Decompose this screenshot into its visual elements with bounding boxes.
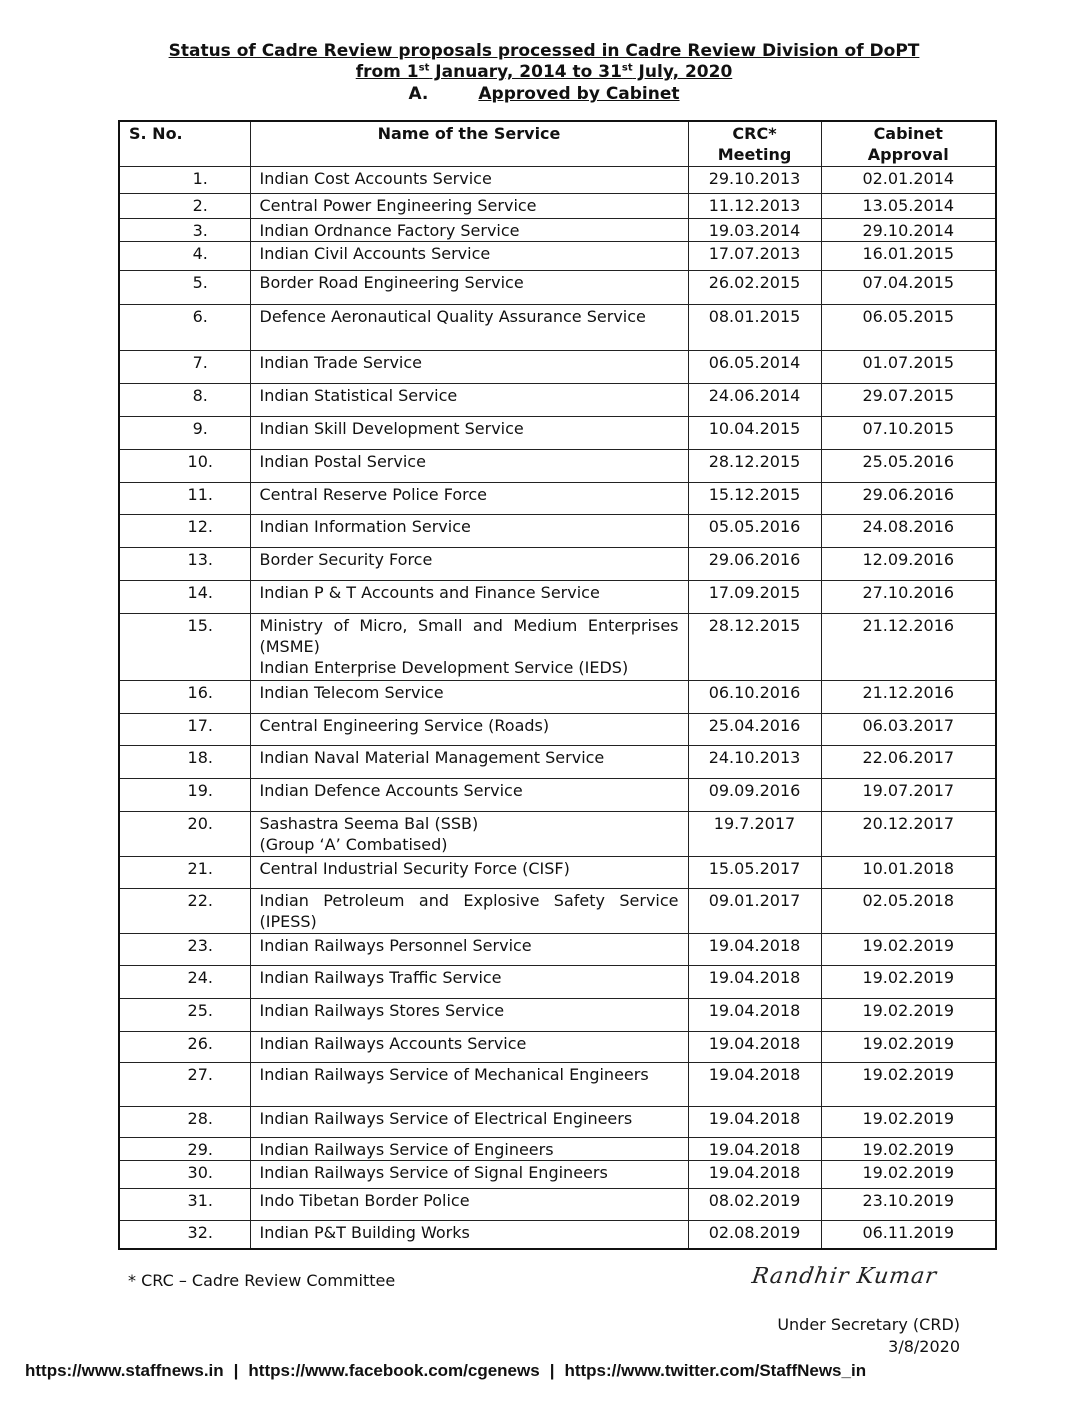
table-row [119,219,996,242]
cell-sno: 8. [119,384,250,417]
cell-cabinet-approval: 19.02.2019 [821,1107,996,1138]
cell-crc-meeting: 10.04.2015 [688,417,821,450]
cell-crc-meeting: 06.05.2014 [688,351,821,384]
service-name: Defence Aeronautical Quality Assurance Service [259,307,646,326]
service-name: Indian Railways Traffic Service [259,968,502,987]
table-row [119,1189,996,1221]
table-row [119,614,996,681]
cell-sno: 18. [119,746,250,779]
cell-cabinet-approval: 10.01.2018 [821,857,996,889]
service-name: Indian Railways Personnel Service [259,936,532,955]
table-row [119,515,996,548]
cell-sno: 11. [119,483,250,515]
service-name: Indian Statistical Service [259,386,458,405]
cell-sno: 1. [119,167,250,194]
table-row [119,1107,996,1138]
cell-cabinet-approval: 07.04.2015 [821,271,996,305]
cell-cabinet-approval: 29.10.2014 [821,219,996,242]
table-row [119,194,996,219]
cell-service-name [250,1161,688,1189]
service-name: Indian Petroleum and Explosive Safety Service (IPESS) [259,891,679,931]
cell-service-name [250,194,688,219]
cell-sno: 32. [119,1221,250,1250]
cell-service-name [250,581,688,614]
table-row [119,999,996,1032]
cell-crc-meeting: 17.07.2013 [688,242,821,271]
table-row [119,384,996,417]
cell-crc-meeting: 19.03.2014 [688,219,821,242]
cell-sno: 19. [119,779,250,812]
table-row [119,857,996,889]
cell-crc-meeting: 28.12.2015 [688,450,821,483]
service-name: Indian P & T Accounts and Finance Service [259,583,600,602]
cell-cabinet-approval: 01.07.2015 [821,351,996,384]
document-period: from 1st January, 2014 to 31st July, 2020 [355,62,733,82]
service-name: Central Power Engineering Service [259,196,537,215]
cell-cabinet-approval: 19.07.2017 [821,779,996,812]
table-row [119,548,996,581]
cell-sno: 3. [119,219,250,242]
service-name: Indian Railways Service of Engineers [259,1140,554,1159]
cell-crc-meeting: 25.04.2016 [688,714,821,746]
service-name: Indian Railways Service of Mechanical Engineers [259,1065,649,1084]
cell-crc-meeting: 09.09.2016 [688,779,821,812]
cell-service-name [250,714,688,746]
cell-sno: 14. [119,581,250,614]
cell-sno: 6. [119,305,250,351]
service-name: Central Reserve Police Force [259,485,488,504]
table-row [119,681,996,714]
table-row [119,351,996,384]
header-cabinet-approval: Cabinet Approval [821,121,996,167]
cell-sno: 17. [119,714,250,746]
cell-sno: 12. [119,515,250,548]
service-name: Indian Skill Development Service [259,419,524,438]
cadre-review-table [118,120,997,1250]
cell-sno: 29. [119,1138,250,1161]
cell-crc-meeting: 19.04.2018 [688,1063,821,1107]
service-name: Indian Telecom Service [259,683,444,702]
cell-service-name [250,1107,688,1138]
cell-cabinet-approval: 06.05.2015 [821,305,996,351]
table-row [119,271,996,305]
cell-crc-meeting: 08.02.2019 [688,1189,821,1221]
table-row [119,417,996,450]
cell-service-name [250,219,688,242]
cell-service-name [250,167,688,194]
service-name: Indian P&T Building Works [259,1223,470,1242]
service-name: Indian Cost Accounts Service [259,169,492,188]
cell-cabinet-approval: 02.01.2014 [821,167,996,194]
table-row [119,450,996,483]
table-header-row [119,121,996,167]
cell-service-name [250,966,688,999]
table-row [119,1063,996,1107]
cell-service-name [250,1221,688,1250]
separator: | [549,1361,555,1380]
signatory-block [777,1314,960,1358]
cell-crc-meeting: 11.12.2013 [688,194,821,219]
cell-cabinet-approval: 19.02.2019 [821,966,996,999]
cell-crc-meeting: 06.10.2016 [688,681,821,714]
cell-crc-meeting: 19.04.2018 [688,1138,821,1161]
table-row [119,934,996,966]
cell-sno: 10. [119,450,250,483]
service-name: Ministry of Micro, Small and Medium Enterprises (MSME) [259,616,679,656]
table-row [119,483,996,515]
cell-crc-meeting: 19.04.2018 [688,1032,821,1063]
table-row [119,966,996,999]
cell-service-name [250,450,688,483]
cell-sno: 15. [119,614,250,681]
cell-crc-meeting: 19.04.2018 [688,934,821,966]
separator: | [233,1361,239,1380]
cell-service-name [250,242,688,271]
table-row [119,581,996,614]
cell-crc-meeting: 05.05.2016 [688,515,821,548]
cell-cabinet-approval: 12.09.2016 [821,548,996,581]
cell-service-name [250,857,688,889]
cell-sno: 26. [119,1032,250,1063]
cell-crc-meeting: 09.01.2017 [688,889,821,934]
header-crc-meeting: CRC* Meeting [688,121,821,167]
cell-cabinet-approval: 06.03.2017 [821,714,996,746]
footer-links [25,1361,866,1381]
service-name: Sashastra Seema Bal (SSB) [259,814,479,833]
cell-cabinet-approval: 29.07.2015 [821,384,996,417]
cell-service-name [250,934,688,966]
cell-cabinet-approval: 16.01.2015 [821,242,996,271]
table-row [119,305,996,351]
service-name: Indian Defence Accounts Service [259,781,523,800]
cell-cabinet-approval: 22.06.2017 [821,746,996,779]
service-name: Indian Information Service [259,517,471,536]
table-row [119,779,996,812]
cell-cabinet-approval: 23.10.2019 [821,1189,996,1221]
cell-crc-meeting: 28.12.2015 [688,614,821,681]
service-name: Indian Railways Service of Signal Engineers [259,1163,608,1182]
cell-service-name [250,351,688,384]
signature-date: 3/8/2020 [888,1337,960,1356]
cell-sno: 27. [119,1063,250,1107]
service-name: Indian Railways Service of Electrical Engineers [259,1109,633,1128]
cell-crc-meeting: 08.01.2015 [688,305,821,351]
cell-service-name [250,1138,688,1161]
cell-cabinet-approval: 19.02.2019 [821,1161,996,1189]
service-name-line2: (Group ‘A’ Combatised) [259,835,448,854]
cell-sno: 25. [119,999,250,1032]
service-name: Central Industrial Security Force (CISF) [259,859,570,878]
cell-cabinet-approval: 06.11.2019 [821,1221,996,1250]
table-row [119,1032,996,1063]
cell-sno: 16. [119,681,250,714]
cell-cabinet-approval: 13.05.2014 [821,194,996,219]
table-row [119,714,996,746]
table-row [119,746,996,779]
cell-cabinet-approval: 29.06.2016 [821,483,996,515]
cell-service-name [250,746,688,779]
cell-sno: 20. [119,812,250,857]
cell-crc-meeting: 02.08.2019 [688,1221,821,1250]
cell-service-name [250,384,688,417]
cell-service-name [250,812,688,857]
table-row [119,167,996,194]
cell-service-name [250,515,688,548]
cell-service-name [250,681,688,714]
section-heading: A. Approved by Cabinet [408,84,680,104]
table-row [119,889,996,934]
service-name: Border Security Force [259,550,433,569]
cell-crc-meeting: 24.06.2014 [688,384,821,417]
cell-service-name [250,305,688,351]
cell-cabinet-approval: 24.08.2016 [821,515,996,548]
cell-cabinet-approval: 02.05.2018 [821,889,996,934]
cell-crc-meeting: 19.04.2018 [688,966,821,999]
service-name: Indo Tibetan Border Police [259,1191,470,1210]
cell-crc-meeting: 19.04.2018 [688,999,821,1032]
link-staffnews[interactable]: https://www.staffnews.in [25,1361,224,1380]
cell-service-name [250,999,688,1032]
cell-cabinet-approval: 19.02.2019 [821,1063,996,1107]
cell-service-name [250,1063,688,1107]
service-name: Border Road Engineering Service [259,273,524,292]
cell-cabinet-approval: 27.10.2016 [821,581,996,614]
cell-crc-meeting: 15.05.2017 [688,857,821,889]
cell-sno: 23. [119,934,250,966]
table-row [119,1221,996,1250]
cell-cabinet-approval: 19.02.2019 [821,1138,996,1161]
cell-service-name [250,548,688,581]
cell-cabinet-approval: 21.12.2016 [821,614,996,681]
cell-sno: 9. [119,417,250,450]
cell-sno: 28. [119,1107,250,1138]
cell-cabinet-approval: 20.12.2017 [821,812,996,857]
cell-cabinet-approval: 19.02.2019 [821,934,996,966]
cell-service-name [250,889,688,934]
cell-crc-meeting: 19.04.2018 [688,1107,821,1138]
cell-crc-meeting: 19.7.2017 [688,812,821,857]
cell-sno: 13. [119,548,250,581]
cell-sno: 7. [119,351,250,384]
cell-sno: 2. [119,194,250,219]
signature: Randhir Kumar [750,1264,939,1289]
service-name: Indian Railways Stores Service [259,1001,505,1020]
cell-sno: 5. [119,271,250,305]
cell-service-name [250,417,688,450]
header-sno: S. No. [119,121,250,167]
document-title: Status of Cadre Review proposals processed in Cadre Review Division of DoPT [168,41,920,61]
cell-sno: 30. [119,1161,250,1189]
cell-service-name [250,614,688,681]
cell-cabinet-approval: 19.02.2019 [821,1032,996,1063]
designation: Under Secretary (CRD) [777,1315,960,1334]
service-name-line2: Indian Enterprise Development Service (IEDS) [259,658,629,677]
cell-sno: 24. [119,966,250,999]
link-facebook[interactable]: https://www.facebook.com/cgenews [248,1361,540,1380]
cell-service-name [250,779,688,812]
cell-crc-meeting: 17.09.2015 [688,581,821,614]
table-row [119,1161,996,1189]
cell-service-name [250,1189,688,1221]
cell-crc-meeting: 15.12.2015 [688,483,821,515]
footnote: * CRC – Cadre Review Committee [128,1271,396,1290]
cell-sno: 4. [119,242,250,271]
cell-crc-meeting: 29.10.2013 [688,167,821,194]
cell-cabinet-approval: 25.05.2016 [821,450,996,483]
service-name: Indian Ordnance Factory Service [259,221,520,240]
cell-sno: 22. [119,889,250,934]
cell-crc-meeting: 24.10.2013 [688,746,821,779]
cell-cabinet-approval: 19.02.2019 [821,999,996,1032]
header-service-name: Name of the Service [250,121,688,167]
table-row [119,1138,996,1161]
service-name: Indian Civil Accounts Service [259,244,491,263]
service-name: Indian Trade Service [259,353,423,372]
service-name: Indian Railways Accounts Service [259,1034,527,1053]
cell-cabinet-approval: 07.10.2015 [821,417,996,450]
service-name: Indian Naval Material Management Service [259,748,605,767]
cell-crc-meeting: 19.04.2018 [688,1161,821,1189]
cell-crc-meeting: 29.06.2016 [688,548,821,581]
link-twitter[interactable]: https://www.twitter.com/StaffNews_in [564,1361,867,1380]
cell-service-name [250,483,688,515]
service-name: Indian Postal Service [259,452,426,471]
cell-sno: 21. [119,857,250,889]
cell-service-name [250,271,688,305]
table-row [119,812,996,857]
cell-sno: 31. [119,1189,250,1221]
cell-cabinet-approval: 21.12.2016 [821,681,996,714]
service-name: Central Engineering Service (Roads) [259,716,550,735]
table-row [119,242,996,271]
cell-crc-meeting: 26.02.2015 [688,271,821,305]
cell-service-name [250,1032,688,1063]
